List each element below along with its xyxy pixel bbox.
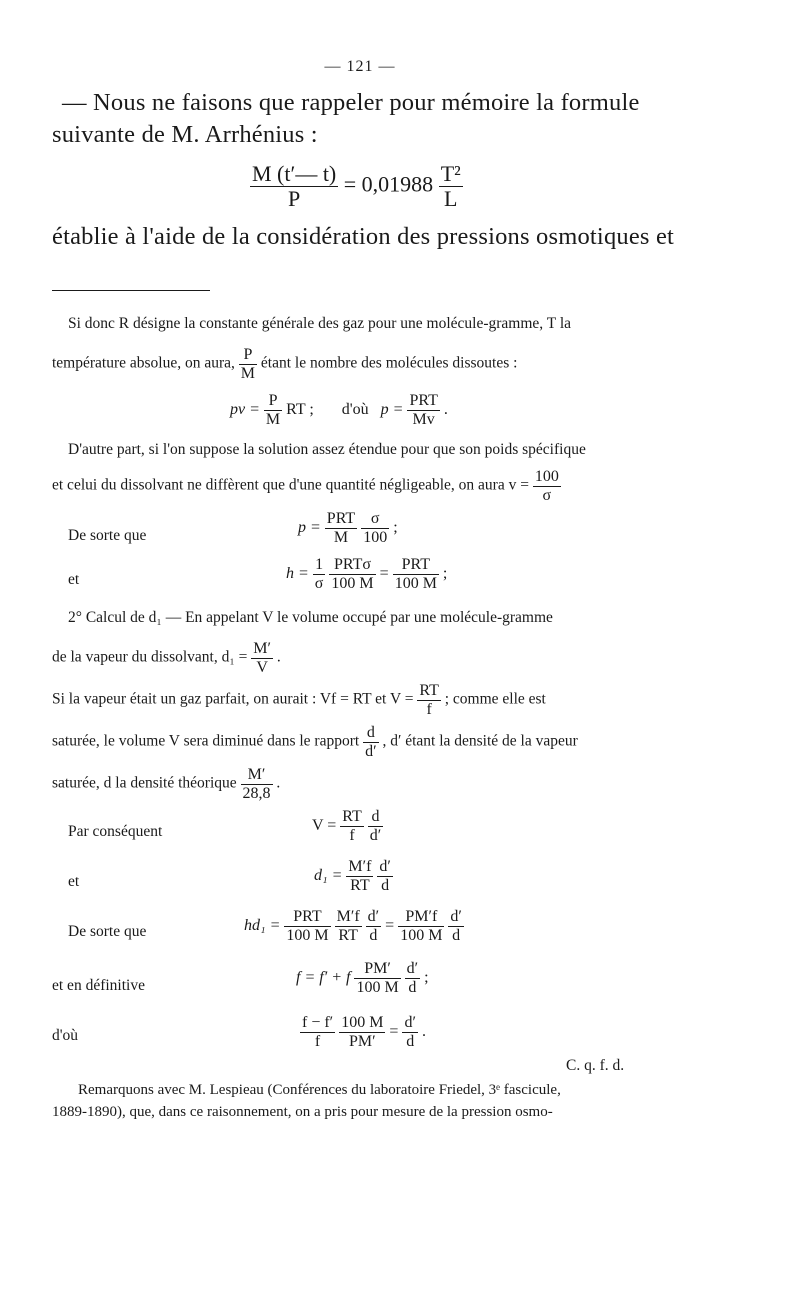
cqfd: C. q. f. d. <box>566 1057 625 1074</box>
et-label-1: et <box>68 571 80 588</box>
endef-label: et en définitive <box>52 977 145 994</box>
eq-final: $\frac{f - f'}{f}$ $\frac{100 M}{PM'}$ = $\frac{d'}{d}$ . <box>302 1014 426 1050</box>
si-line: Si la vapeur était un gaz parfait, on aurait : Vf = RT et V = $\frac{RT}{f}$ ; comme elle est <box>52 682 546 718</box>
eq-v: V = $\frac{RT}{f}$ $\frac{d}{d'}$ <box>312 808 382 844</box>
eq-pv: pv = $\frac{P}{M}$ RT ; d'où p = $\frac{\text{PRT}}{Mv}$ . <box>230 392 448 428</box>
parconseq-label: Par conséquent <box>68 823 163 840</box>
autre-line-1: D'autre part, si l'on suppose la solution assez étendue pour que son poids spécifique <box>68 441 586 458</box>
eq-f: f = f′ + f $\frac{PM'}{100 M}$ $\frac{d'}{d}$ ; <box>296 960 429 996</box>
etablie-line: établie à l'aide de la considération des pressions osmotiques et <box>52 223 675 250</box>
dou-label: d'où <box>52 1027 79 1044</box>
et-label-2: et <box>68 873 80 890</box>
desorte-label-1: De sorte que <box>68 527 147 544</box>
intro-line-1: — Nous ne faisons que rappeler pour mémoire la formule <box>62 89 640 116</box>
sat-line-1: saturée, le volume V sera diminué dans le rapport $\frac{d}{d'}$ , d′ étant la densité de la vapeur <box>52 724 578 760</box>
fn-line-2: température absolue, on aura, $\frac{P}{M}$ étant le nombre des molécules dissoutes : <box>52 346 518 382</box>
calcul-line-1: 2° Calcul de d₁ — En appelant V le volume occupé par une molécule-gramme <box>68 609 553 626</box>
arrhenius-frac-2: $\frac{\text{T²}}{L}$ <box>440 161 461 212</box>
sat-line-2: saturée, d la densité théorique $\frac{M'}{28,8}$ . <box>52 766 281 802</box>
remarq-line-1: Remarquons avec M. Lespieau (Conférences du laboratoire Friedel, 3ᵉ fascicule, <box>78 1082 561 1098</box>
eq-hd1: hd₁ = $\frac{\text{PRT}}{100 M}$ $\frac{M'f}{RT}$ $\frac{d'}{d}$ = $\frac{PM'f}{100 M}$ $\frac{d'}{d}$ <box>244 908 462 944</box>
fn-frac-pm: $\frac{P}{M}$ <box>240 346 256 382</box>
autre-line-2: et celui du dissolvant ne diffèrent que d'une quantité négligeable, on aura v = $\frac{100}{\sigma}$ <box>52 468 559 504</box>
intro-line-2: suivante de M. Arrhénius : <box>52 121 318 148</box>
page-number: — 121 — <box>324 58 396 75</box>
eq-d1: d₁ = $\frac{M'f}{RT}$ $\frac{d'}{d}$ <box>314 858 391 894</box>
arrhenius-frac-1: $\frac{M (t'— t)}{P}$ <box>252 161 337 212</box>
eq-p-sigma: p = $\frac{\text{PRT}}{M}$ $\frac{\sigma}{100}$ ; <box>298 510 398 546</box>
arrhenius-formula: $\frac{M (t'— t)}{P}$ = 0,01988 $\frac{\text{T²}}{L}$ <box>252 161 461 212</box>
remarq-line-2: 1889-1890), que, dans ce raisonnement, on a pris pour mesure de la pression osmo- <box>52 1104 553 1120</box>
fn-line-1: Si donc R désigne la constante générale des gaz pour une molécule-gramme, T la <box>68 315 572 332</box>
footnote-rule <box>52 290 210 291</box>
desorte-label-2: De sorte que <box>68 923 147 940</box>
calcul-line-2: de la vapeur du dissolvant, d₁ = $\frac{M'}{V}$ . <box>52 640 281 676</box>
eq-h: h = $\frac{1}{\sigma}$ $\frac{\text{PRTσ}}{100 M}$ = $\frac{\text{PRT}}{100 M}$ ; <box>286 556 448 592</box>
